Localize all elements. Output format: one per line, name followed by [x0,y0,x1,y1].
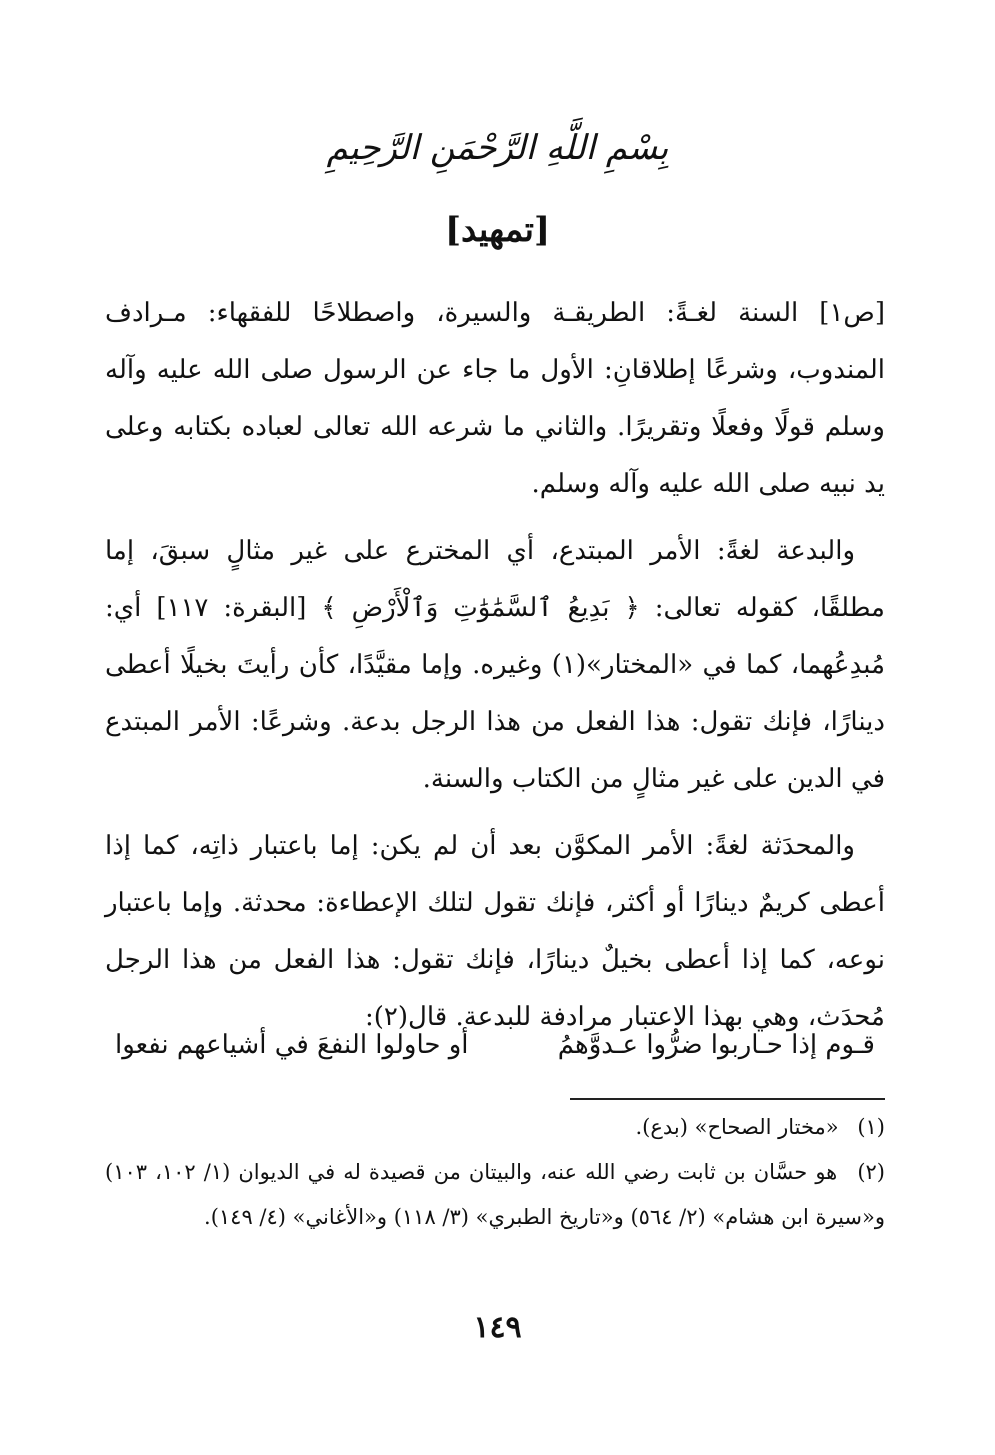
poetry-verse [115,1030,875,1060]
page-title: [تمهيد] [444,210,551,250]
footnote-divider [570,1098,885,1100]
footnote-item [105,1105,885,1150]
paragraph-bidah: والبدعة لغةً: الأمر المبتدع، أي المخترع على غير مثالٍ سبقَ، إما مطلقًا، كقوله تعالى: ﴿ بَدِيعُ ٱلسَّمَٰوَٰتِ وَٱلْأَرْضِ ﴾ [البقرة: ١١٧] أي: مُبدِعُهما، كما في «المختار»(١) وغيره. وإما مقيَّدًا، كأن رأيتَ بخيلًا أعطى دينارًا، فإنك تقول: هذا الفعل من هذا الرجل بدعة. وشرعًا: الأمر المبتدع في الدين على غير مثالٍ من الكتاب والسنة. [105,536,885,794]
verse-second-hemistich: أو حاولوا النفعَ في أشياعهم نفعوا [115,1030,469,1060]
page-number: ١٤٩ [473,1310,522,1345]
footnote-number: (٢) [857,1160,885,1184]
verse-first-hemistich: قـوم إذا حـاربوا ضرُّوا عـدوَّهمُ [557,1030,875,1060]
paragraph-muhdathah: والمحدَثة لغةً: الأمر المكوَّن بعد أن لم يكن: إما باعتبار ذاتِه، كما إذا أعطى كريمٌ دينارًا أو أكثر، فإنك تقول لتلك الإعطاءة: محدثة. وإما باعتبار نوعه، كما إذا أعطى بخيلٌ دينارًا، فإنك تقول: هذا الفعل من هذا الرجل مُحدَث، وهي بهذا الاعتبار مرادفة للبدعة. قال(٢): [105,831,885,1032]
footnote-number: (١) [857,1115,885,1139]
basmala-calligraphy: بِسْمِ اللَّهِ الرَّحْمَنِ الرَّحِيمِ [326,128,669,168]
paragraph-sunnah: [ص١] السنة لغـةً: الطريقـة والسيرة، واصطلاحًا للفقهاء: مـرادف المندوب، وشرعًا إطلاقانِ: الأول ما جاء عن الرسول صلى الله عليه وآله وسلم قولًا وفعلًا وتقريرًا. والثاني ما شرعه الله تعالى لعباده بكتابه وعلى يد نبيه صلى الله عليه وآله وسلم. [105,298,885,499]
footnotes [105,1105,885,1240]
footnote-item [105,1150,885,1240]
footnote-text: «مختار الصحاح» (بدع). [635,1115,839,1139]
footnote-text: هو حسَّان بن ثابت رضي الله عنه، والبيتان من قصيدة له في الديوان (١/ ١٠٢، ١٠٣) و«سيرة ابن هشام» (٢/ ٥٦٤) و«تاريخ الطبري» (٣/ ١١٨) و«الأغاني» (٤/ ١٤٩). [105,1160,885,1229]
main-text [105,285,885,1056]
